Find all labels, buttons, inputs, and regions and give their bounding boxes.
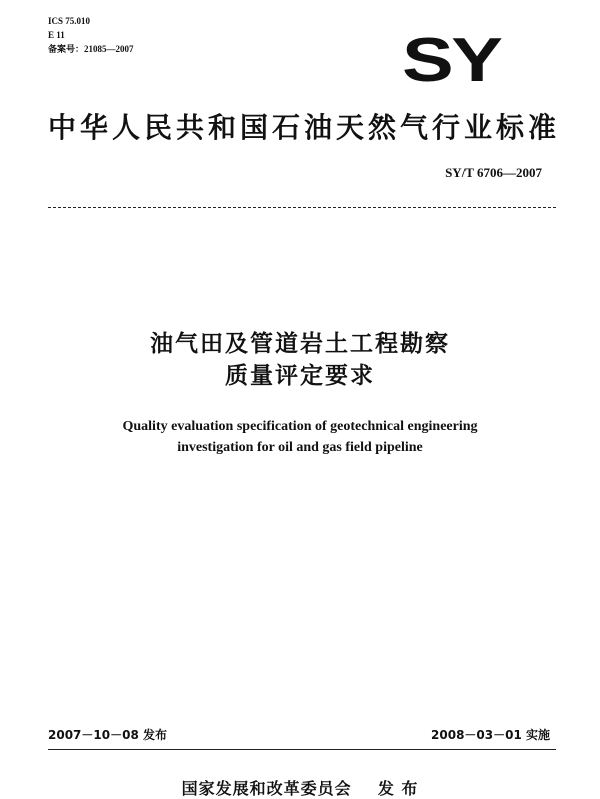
issuing-authority: 国家发展和改革委员会 发 布: [181, 779, 419, 798]
implementation-date: 2008－03－01 实施: [431, 728, 550, 742]
standard-title: 中华人民共和国石油天然气行业标准: [48, 111, 561, 144]
category-code: E 11: [48, 30, 65, 40]
title-en-line2: investigation for oil and gas field pipeline: [177, 440, 423, 455]
document-title-cn: [0, 328, 600, 392]
sy-logo: SY: [402, 26, 501, 95]
issue-date: 2007－10－08 发布: [48, 728, 167, 742]
ics-number: ICS 75.010: [48, 16, 91, 26]
metadata-block: [48, 14, 134, 56]
title-en-line1: Quality evaluation specification of geotechnical engineering: [122, 419, 478, 434]
footer-divider: [48, 749, 556, 750]
title-cn-line2: 质量评定要求: [225, 363, 375, 389]
header-divider: [48, 207, 556, 208]
document-title-en: [0, 416, 600, 458]
standard-code: SY/T 6706—2007: [445, 165, 542, 180]
filing-number: 备案号：21085—2007: [48, 44, 134, 54]
title-cn-line1: 油气田及管道岩土工程勘察: [150, 331, 450, 357]
